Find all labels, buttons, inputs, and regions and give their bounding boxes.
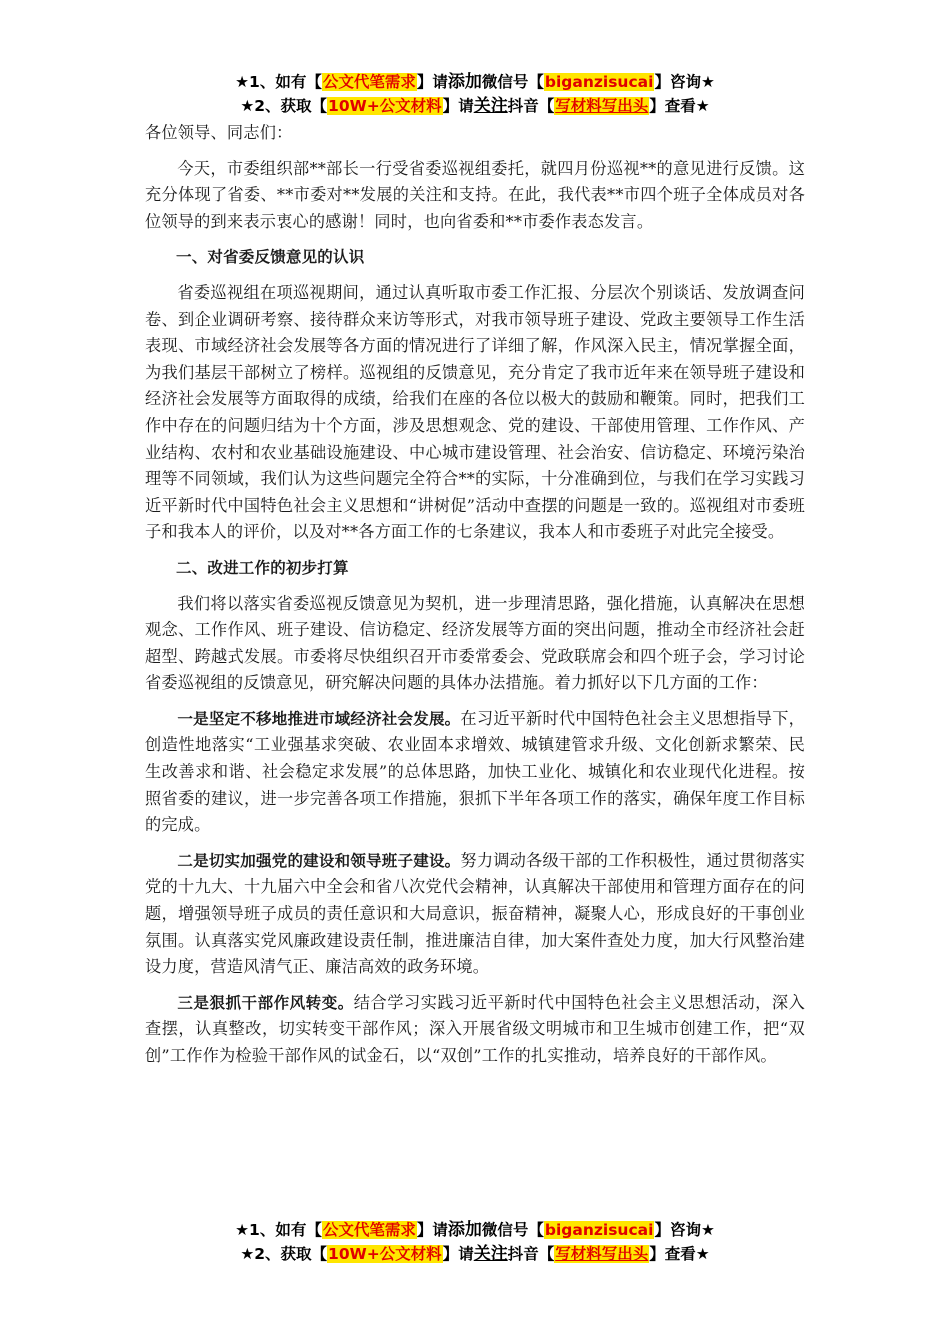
- promo-text: 】查看★: [649, 1245, 710, 1263]
- promo-text: 】咨询★: [654, 73, 715, 91]
- work-item-1: [145, 706, 805, 839]
- promo-text: 】请: [442, 1245, 474, 1263]
- section-heading-2: 二、改进工作的初步打算: [176, 558, 349, 577]
- work-item-3-text: 结合学习实践习近平新时代中国特色社会主义思想活动，深入查摆，认真整改，切实转变干部作风；深入开展省级文明城市和卫生城市创建工作，把“双创”工作作为检验干部作风的试金石，以“双创”工作的扎实推动，培养良好的干部作风。: [145, 992, 805, 1065]
- promo-text: ★2、获取【: [240, 97, 328, 115]
- promo-text: ★2、获取【: [240, 1245, 328, 1263]
- work-item-3-lead: 三是狠抓干部作风转变。: [177, 993, 354, 1012]
- promo-line-1: [0, 1218, 950, 1242]
- work-item-1-lead: 一是坚定不移地推进市域经济社会发展。: [177, 709, 461, 728]
- promo-text: 】请: [442, 97, 474, 115]
- promo-text: 】请: [416, 73, 448, 91]
- promo-highlight: biganzisucai: [544, 73, 654, 91]
- promo-text: 微信号【: [481, 73, 544, 91]
- promo-text: 微信号【: [481, 1221, 544, 1239]
- work-item-1-text: 在习近平新时代中国特色社会主义思想指导下，创造性地落实“工业强基求突破、农业固本求增效、城镇建管求升级、文化创新求繁荣、民生改善求和谐、社会稳定求发展”的总体思路，加快工业化、城镇化和农业现代化进程。按照省委的建议，进一步完善各项工作措施，狠抓下半年各项工作的落实，确保年度工作目标的完成。: [145, 708, 805, 835]
- promo-highlight: 公文代笔需求: [322, 73, 416, 91]
- section-heading-1: 一、对省委反馈意见的认识: [176, 248, 365, 267]
- promo-text: 】查看★: [649, 97, 710, 115]
- section-1-paragraph: 省委巡视组在项巡视期间，通过认真听取市委工作汇报、分层次个别谈话、发放调查问卷、到企业调研考察、接待群众来访等形式，对我市领导班子建设、党政主要领导工作生活表现、市域经济社会发展等各方面的情况进行了详细了解，作风深入民主，情况掌握全面，为我们基层干部树立了榜样。巡视组的反馈意见，充分肯定了我市近年来在领导班子建设和经济社会发展等方面取得的成绩，给我们在座的各位以极大的鼓励和鞭策。同时，把我们工作中存在的问题归结为十个方面，涉及思想观念、党的建设、干部使用管理、工作作风、产业结构、农村和农业基础设施建设、中心城市建设管理、社会治安、信访稳定、环境污染治理等不同领域，我们认为这些问题完全符合**的实际，十分准确到位，与我们在学习实践习近平新时代中国特色社会主义思想和“讲树促”活动中查摆的问题是一致的。巡视组对市委班子和我本人的评价，以及对**各方面工作的七条建议，我本人和市委班子对此完全接受。: [145, 282, 805, 542]
- work-item-3: [145, 990, 805, 1070]
- promo-line-1: [0, 70, 950, 94]
- document-body: [145, 120, 805, 1079]
- section-2-paragraph: 我们将以落实省委巡视反馈意见为契机，进一步理清思路，强化措施，认真解决在思想观念、工作作风、班子建设、信访稳定、经济发展等方面的突出问题，推动全市经济社会赶超型、跨越式发展。市委将尽快组织召开市委常委会、党政联席会和四个班子会，学习讨论省委巡视组的反馈意见，研究解决问题的具体办法措施。着力抓好以下几方面的工作：: [145, 593, 805, 693]
- promo-text: 】请: [416, 1221, 448, 1239]
- work-item-2-lead: 二是切实加强党的建设和领导班子建设。: [177, 851, 461, 870]
- promo-highlight: 公文代笔需求: [322, 1221, 416, 1239]
- promo-line-2: [0, 1242, 950, 1266]
- promo-text: 】咨询★: [654, 1221, 715, 1239]
- promo-text: ★1、如有【: [235, 1221, 322, 1239]
- promo-highlight: 写材料写出头: [555, 1245, 649, 1263]
- promo-line-2: [0, 94, 950, 118]
- salutation: 各位领导、同志们：: [145, 123, 293, 142]
- promo-banner-top: [0, 70, 950, 118]
- promo-highlight: 10W+公文材料: [328, 97, 442, 115]
- promo-banner-bottom: [0, 1218, 950, 1266]
- promo-highlight: 写材料写出头: [555, 97, 649, 115]
- promo-text: ★1、如有【: [235, 73, 322, 91]
- promo-text: 抖音【: [507, 97, 555, 115]
- promo-emphasis: 关注: [473, 1244, 508, 1264]
- promo-emphasis: 添加: [447, 1220, 482, 1240]
- work-item-2: [145, 848, 805, 981]
- promo-emphasis: 添加: [447, 72, 482, 92]
- promo-text: 抖音【: [507, 1245, 555, 1263]
- intro-paragraph: 今天，市委组织部**部长一行受省委巡视组委托，就四月份巡视**的意见进行反馈。这充分体现了省委、**市委对**发展的关注和支持。在此，我代表**市四个班子全体成员对各位领导的到来表示衷心的感谢！同时，也向省委和**市委作表态发言。: [145, 158, 805, 231]
- promo-emphasis: 关注: [473, 96, 508, 116]
- promo-highlight: biganzisucai: [544, 1221, 654, 1239]
- work-item-2-text: 努力调动各级干部的工作积极性，通过贯彻落实党的十九大、十九届六中全会和省八次党代会精神，认真解决干部使用和管理方面存在的问题，增强领导班子成员的责任意识和大局意识，振奋精神，凝聚人心，形成良好的干事创业氛围。认真落实党风廉政建设责任制，推进廉洁自律，加大案件查处力度，加大行风整治建设力度，营造风清气正、廉洁高效的政务环境。: [145, 850, 805, 977]
- promo-highlight: 10W+公文材料: [328, 1245, 442, 1263]
